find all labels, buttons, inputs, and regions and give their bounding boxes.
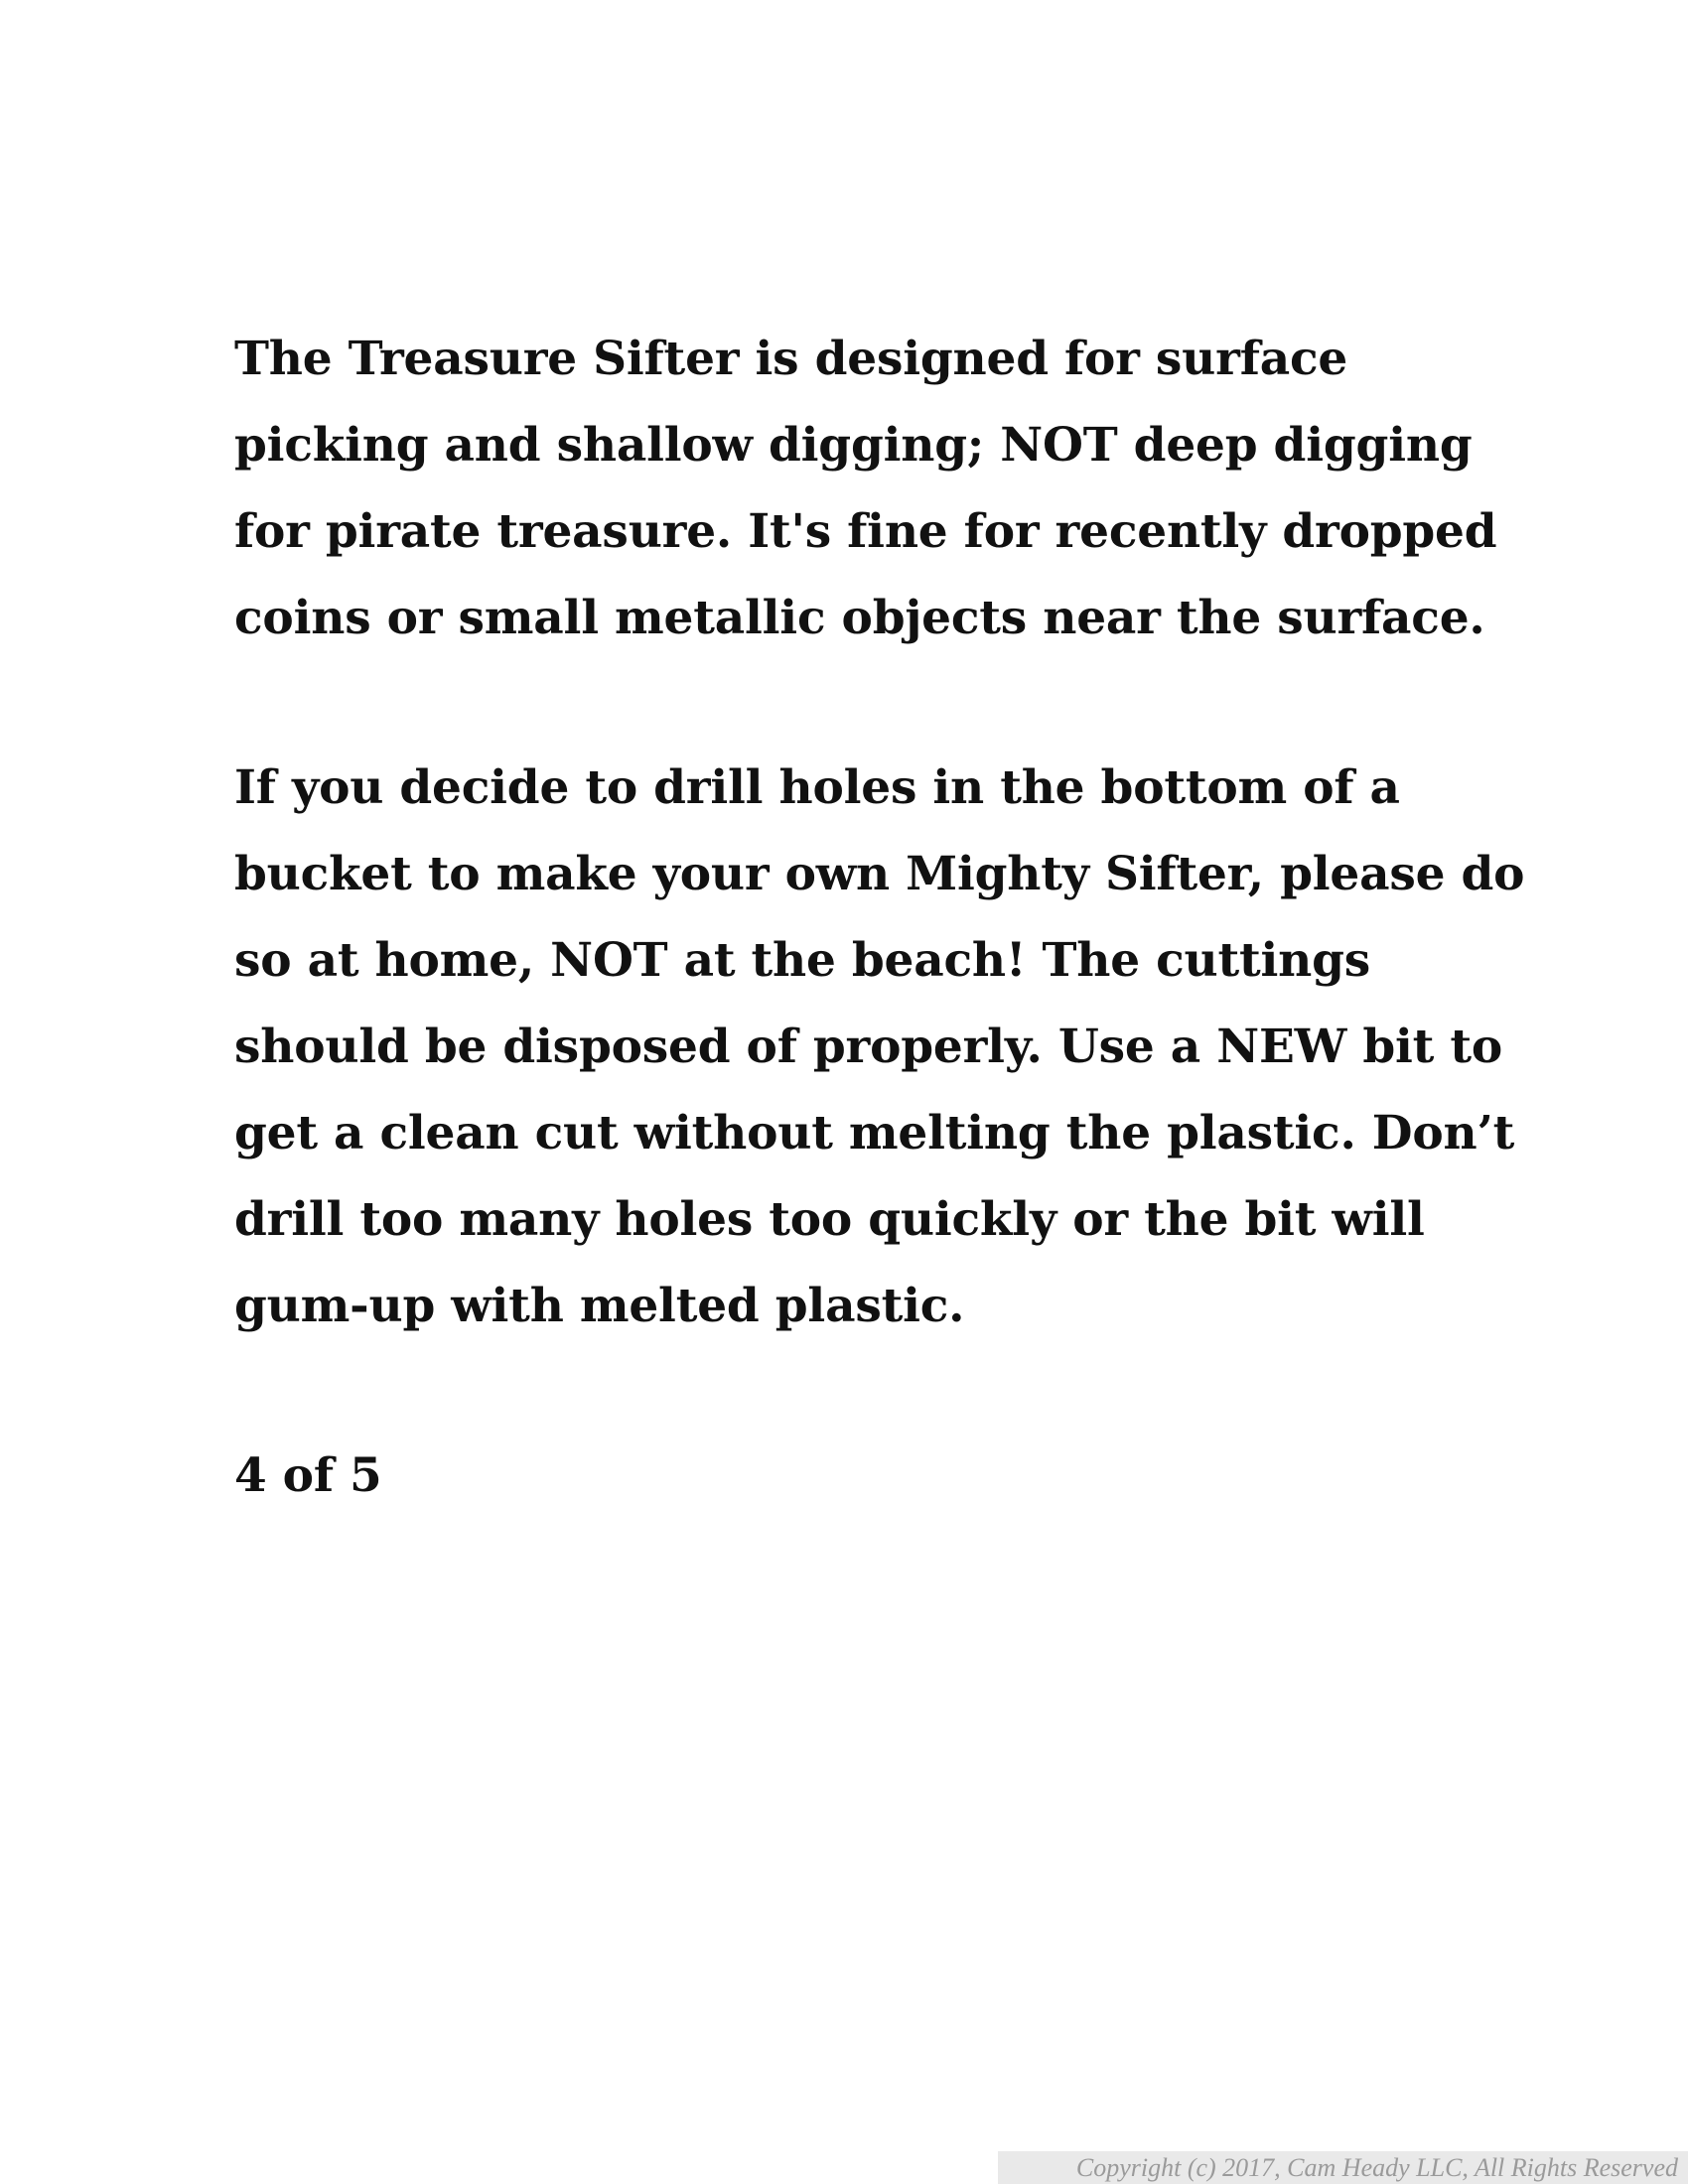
footer	[998, 2151, 1688, 2184]
paragraph-line: bucket to make your own Mighty Sifter, please do	[234, 847, 1525, 901]
paragraph-drilling-instructions	[234, 745, 1525, 1349]
paragraph-line: gum-up with melted plastic.	[234, 1279, 965, 1333]
page-body	[234, 316, 1525, 1519]
paragraph-line: should be disposed of properly. Use a NEW bit to	[234, 1020, 1502, 1074]
paragraph-line: for pirate treasure. It's fine for recently dropped	[234, 504, 1497, 559]
page-number: 4 of 5	[234, 1448, 382, 1503]
paragraph-spacer	[234, 661, 1525, 745]
paragraph-line: drill too many holes too quickly or the bit will	[234, 1192, 1425, 1247]
paragraph-line: The Treasure Sifter is designed for surface	[234, 332, 1348, 386]
paragraph-sifter-usage	[234, 316, 1525, 661]
paragraph-spacer	[234, 1349, 1525, 1433]
paragraph-line: so at home, NOT at the beach! The cuttings	[234, 933, 1371, 988]
copyright-notice: Copyright (c) 2017, Cam Heady LLC, All Rights Reserved	[1075, 2153, 1678, 2182]
paragraph-line: get a clean cut without melting the plastic. Don’t	[234, 1106, 1515, 1160]
paragraph-line: If you decide to drill holes in the bottom of a	[234, 760, 1400, 815]
paragraph-line: picking and shallow digging; NOT deep digging	[234, 418, 1473, 473]
paragraph-line: coins or small metallic objects near the surface.	[234, 591, 1485, 645]
